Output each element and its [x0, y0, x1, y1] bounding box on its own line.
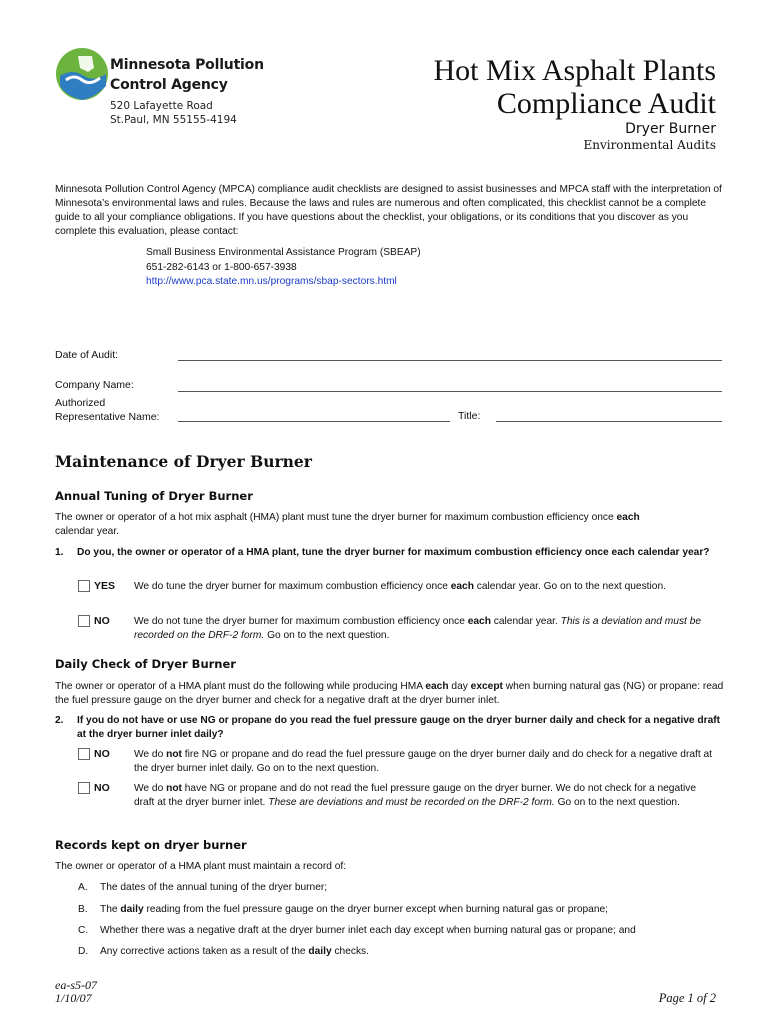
- q2-no1-text: [134, 748, 714, 776]
- q1-no-checkbox[interactable]: [78, 615, 90, 627]
- q2-no2-text: [134, 782, 714, 810]
- q1-no-text-italic: This is a deviation and must be recorded on the DRF-2 form.: [134, 616, 702, 641]
- records-item-b-letter: B.: [78, 904, 88, 915]
- company-input[interactable]: [178, 391, 722, 392]
- document-title: [433, 54, 716, 120]
- q2-no1-checkbox[interactable]: [78, 748, 90, 760]
- records-item-c-letter: C.: [78, 925, 89, 936]
- q2-no2-text-c: Go on to the next question.: [554, 797, 680, 808]
- q2-no1-text-b: fire NG or propane and do read the fuel pressure gauge on the dryer burner daily and do check for a negative draft at the dryer burner inlet daily. Go on to the next question.: [134, 749, 713, 774]
- section-heading: Maintenance of Dryer Burner: [55, 452, 312, 471]
- records-item-d-text1: Any corrective actions taken as a result of the: [100, 946, 309, 957]
- q1-yes-text-b: calendar year. Go on to the next question.: [473, 581, 666, 592]
- records-item-b-text2: reading from the fuel pressure gauge on the dryer burner except when burning natural gas or propane;: [143, 904, 608, 915]
- q1-yes-text: [134, 580, 714, 594]
- q1-no-text: [134, 615, 714, 643]
- records-item-c: Whether there was a negative draft at the dryer burner inlet each day except when burning natural gas or propane; and: [100, 925, 636, 936]
- question-2: If you do not have or use NG or propane do you read the fuel pressure gauge on the dryer burner daily and check for a negative draft at the dryer burner inlet daily?: [77, 715, 721, 740]
- annual-paragraph: [55, 511, 725, 539]
- agency-name-line2: Control Agency: [110, 77, 228, 93]
- q2-no2-text-bold: not: [166, 783, 182, 794]
- q1-yes-label: YES: [94, 580, 116, 592]
- records-item-b: [100, 904, 608, 915]
- daily-text-bold2: except: [470, 681, 503, 692]
- representative-label: [55, 396, 159, 424]
- q2-no2-text-a: We do: [134, 783, 167, 794]
- daily-text-b: day: [448, 681, 471, 692]
- title-line2: Compliance Audit: [496, 87, 716, 120]
- records-heading: Records kept on dryer burner: [55, 838, 247, 852]
- address-line1: 520 Lafayette Road: [110, 100, 213, 112]
- q1-no-text-c: Go on to the next question.: [264, 630, 390, 641]
- daily-text-bold1: each: [425, 681, 449, 692]
- records-item-d-text2: checks.: [331, 946, 369, 957]
- footer-doc-id: ea-s5-07: [55, 978, 97, 992]
- document-category: Environmental Audits: [583, 138, 716, 152]
- contact-link[interactable]: http://www.pca.state.mn.us/programs/sbap-sectors.html: [146, 276, 397, 287]
- footer-date: 1/10/07: [55, 991, 92, 1005]
- records-item-b-text1: The: [100, 904, 121, 915]
- q1-no-text-b: calendar year.: [490, 616, 561, 627]
- q2-no2-label: NO: [94, 782, 110, 794]
- q1-yes-checkbox[interactable]: [78, 580, 90, 592]
- q1-yes-text-a: We do tune the dryer burner for maximum combustion efficiency once: [134, 581, 451, 592]
- agency-address: [110, 99, 237, 127]
- date-label: Date of Audit:: [55, 349, 119, 361]
- page-number: Page 1 of 2: [658, 991, 716, 1005]
- records-item-a: The dates of the annual tuning of the dryer burner;: [100, 882, 328, 893]
- q1-yes-text-bold: each: [450, 581, 474, 592]
- contact-block: [146, 246, 421, 290]
- company-label: Company Name:: [55, 379, 134, 391]
- q2-no1-text-bold: not: [166, 749, 182, 760]
- question-2-number: 2.: [55, 715, 64, 726]
- q2-no2-checkbox[interactable]: [78, 782, 90, 794]
- agency-name-line1: Minnesota Pollution: [110, 57, 264, 73]
- question-1: Do you, the owner or operator of a HMA plant, tune the dryer burner for maximum combustion efficiency once each calendar year?: [77, 547, 710, 558]
- document-subtitle: Dryer Burner: [625, 121, 716, 137]
- question-1-number: 1.: [55, 547, 64, 558]
- q2-no2-text-b: have NG or propane and do not read the fuel pressure gauge on the dryer burner. We do not check for a negative draft at the dryer burner inlet.: [134, 783, 696, 808]
- q1-no-text-bold: each: [467, 616, 491, 627]
- contact-phone: 651-282-6143 or 1-800-657-3938: [146, 261, 297, 273]
- annual-text-b: calendar year.: [55, 526, 119, 537]
- footer-doc-info: [55, 979, 97, 1005]
- q2-no1-text-a: We do: [134, 749, 167, 760]
- annual-heading: Annual Tuning of Dryer Burner: [55, 489, 253, 503]
- daily-heading: Daily Check of Dryer Burner: [55, 657, 236, 671]
- agency-name: [110, 55, 264, 95]
- records-item-d: [100, 946, 369, 957]
- daily-text-c: when burning natural gas (NG) or propane: read the fuel pressure gauge on the dryer burner and check for a negative draft at the dryer burner inlet.: [55, 681, 724, 706]
- daily-paragraph: [55, 680, 725, 708]
- mpca-logo-icon: [54, 46, 110, 102]
- daily-text-a: The owner or operator of a HMA plant must do the following while producing HMA: [55, 681, 426, 692]
- representative-label-line1: Authorized: [55, 397, 106, 409]
- records-item-d-letter: D.: [78, 946, 89, 957]
- records-item-d-bold: daily: [308, 946, 332, 957]
- q1-no-label: NO: [94, 615, 110, 627]
- q2-no2-text-italic: These are deviations and must be recorded on the DRF-2 form.: [268, 797, 555, 808]
- records-item-b-bold: daily: [120, 904, 144, 915]
- date-input[interactable]: [178, 360, 722, 361]
- annual-text-a: The owner or operator of a hot mix asphalt (HMA) plant must tune the dryer burner for maximum combustion efficiency once: [55, 512, 617, 523]
- records-item-a-letter: A.: [78, 882, 88, 893]
- title-label: Title:: [458, 410, 481, 422]
- records-intro: The owner or operator of a HMA plant must maintain a record of:: [55, 861, 347, 872]
- representative-label-line2: Representative Name:: [55, 411, 160, 423]
- annual-text-bold: each: [616, 512, 640, 523]
- address-line2: St.Paul, MN 55155-4194: [110, 114, 237, 126]
- q2-no1-label: NO: [94, 748, 110, 760]
- title-input[interactable]: [496, 421, 722, 422]
- representative-input[interactable]: [178, 421, 450, 422]
- q1-no-text-a: We do not tune the dryer burner for maximum combustion efficiency once: [134, 616, 468, 627]
- intro-paragraph: Minnesota Pollution Control Agency (MPCA) compliance audit checklists are designed to assist businesses and MPCA staff with the interpretation of Minnesota’s environmental laws and rules. Because the laws and rules are numerous and often complicated, this checklist cannot be a complete guide to all your compliance obligations. If you have questions about the checklist, your obligations, or its conditions that you discover as you complete this evaluation, please contact:: [55, 184, 722, 237]
- contact-name: Small Business Environmental Assistance Program (SBEAP): [146, 247, 421, 258]
- title-line1: Hot Mix Asphalt Plants: [433, 54, 716, 87]
